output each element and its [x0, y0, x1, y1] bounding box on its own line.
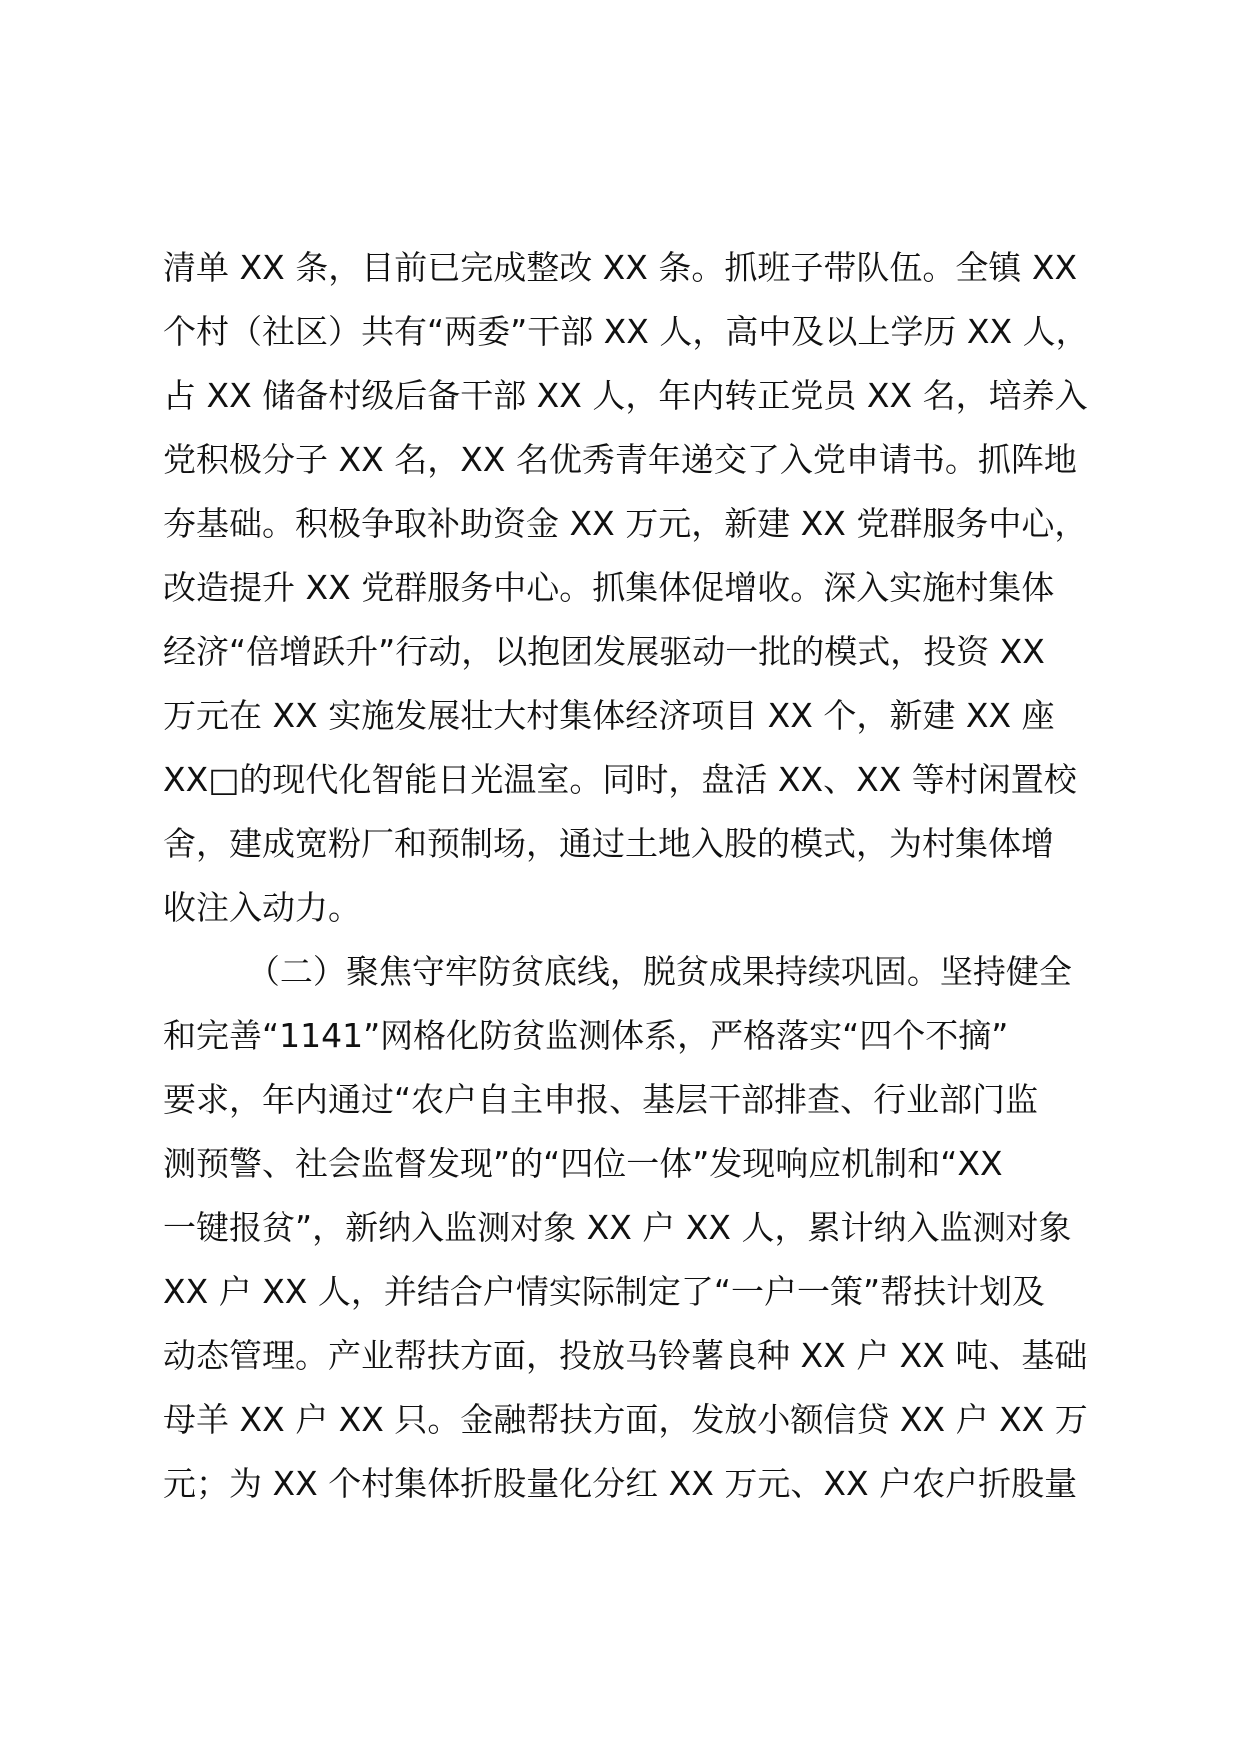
text-line: 改造提升 XX 党群服务中心。抓集体促增收。深入实施村集体	[163, 568, 1055, 607]
text-line: （二）聚焦守牢防贫底线，脱贫成果持续巩固。坚持健全	[163, 952, 1072, 991]
text-line: 母羊 XX 户 XX 只。金融帮扶方面，发放小额信贷 XX 户 XX 万	[163, 1400, 1088, 1439]
text-line: 元；为 XX 个村集体折股量化分红 XX 万元、XX 户农户折股量	[163, 1464, 1078, 1503]
text-line: XX□的现代化智能日光温室。同时，盘活 XX、XX 等村闲置校	[163, 760, 1077, 799]
text-line: 清单 XX 条，目前已完成整改 XX 条。抓班子带队伍。全镇 XX	[163, 248, 1078, 287]
text-line: 万元在 XX 实施发展壮大村集体经济项目 XX 个，新建 XX 座	[163, 696, 1055, 735]
text-line: 经济“倍增跃升”行动，以抱团发展驱动一批的模式，投资 XX	[163, 632, 1045, 671]
text-line: 测预警、社会监督发现”的“四位一体”发现响应机制和“XX	[163, 1144, 1003, 1183]
text-line: 和完善“1141”网格化防贫监测体系，严格落实“四个不摘”	[163, 1016, 1009, 1055]
text-line: 要求，年内通过“农户自主申报、基层干部排查、行业部门监	[163, 1080, 1039, 1119]
text-line: 夯基础。积极争取补助资金 XX 万元，新建 XX 党群服务中心，	[163, 504, 1088, 543]
text-line: 舍，建成宽粉厂和预制场，通过土地入股的模式，为村集体增	[163, 824, 1054, 863]
text-line: XX 户 XX 人，并结合户情实际制定了“一户一策”帮扶计划及	[163, 1272, 1046, 1311]
text-line: 收注入动力。	[163, 888, 361, 927]
text-line: 动态管理。产业帮扶方面，投放马铃薯良种 XX 户 XX 吨、基础	[163, 1336, 1088, 1375]
text-line: 占 XX 储备村级后备干部 XX 人，年内转正党员 XX 名，培养入	[163, 376, 1088, 415]
text-line: 个村（社区）共有“两委”干部 XX 人，高中及以上学历 XX 人，	[163, 312, 1089, 351]
text-line: 一键报贫”，新纳入监测对象 XX 户 XX 人，累计纳入监测对象	[163, 1208, 1072, 1247]
text-line: 党积极分子 XX 名，XX 名优秀青年递交了入党申请书。抓阵地	[163, 440, 1077, 479]
body-text	[163, 236, 1093, 1516]
